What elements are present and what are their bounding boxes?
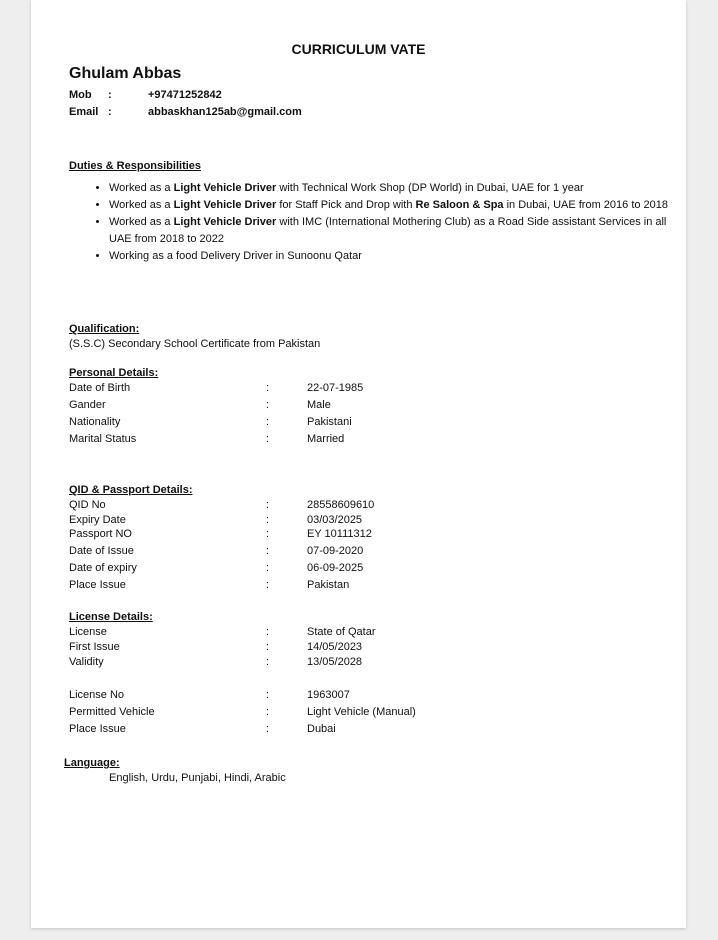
duty-item: • Worked as a Light Vehicle Driver with IMC (International Mothering Club) as a Road Side assistant Services in all UAE from 2018 to 2022: [109, 214, 689, 248]
detail-value: 1963007: [307, 689, 350, 701]
detail-label: Date of Issue: [69, 545, 134, 557]
detail-value: State of Qatar: [307, 626, 376, 638]
detail-label: License: [69, 626, 107, 638]
license-heading: License Details:: [69, 611, 153, 623]
detail-label: Gander: [69, 399, 106, 411]
duties-heading: Duties & Responsibilities: [69, 160, 202, 172]
detail-separator: :: [266, 562, 270, 574]
detail-separator: :: [266, 723, 270, 735]
detail-separator: :: [266, 641, 270, 653]
candidate-name: Ghulam Abbas: [69, 65, 182, 82]
detail-label: Marital Status: [69, 433, 137, 445]
duties-list: [68, 180, 689, 265]
detail-separator: :: [266, 579, 270, 591]
detail-label: Nationality: [69, 416, 121, 428]
detail-label: Expiry Date: [69, 514, 126, 526]
qualification-text: (S.S.C) Secondary School Certificate from Pakistan: [69, 338, 321, 350]
detail-value: Dubai: [307, 723, 336, 735]
email-label: Email: [69, 106, 99, 118]
language-heading: Language:: [64, 757, 120, 769]
detail-separator: :: [266, 689, 270, 701]
duty-item: • Worked as a Light Vehicle Driver for Staff Pick and Drop with Re Saloon & Spa in Dubai, UAE from 2016 to 2018: [109, 197, 689, 214]
detail-value: Light Vehicle (Manual): [307, 706, 416, 718]
detail-separator: :: [266, 499, 270, 511]
mob-value: +97471252842: [148, 89, 222, 101]
detail-separator: :: [266, 626, 270, 638]
detail-separator: :: [266, 514, 270, 526]
detail-separator: :: [266, 382, 270, 394]
detail-value: 13/05/2028: [307, 656, 363, 668]
detail-label: Date of expiry: [69, 562, 137, 574]
detail-value: 22-07-1985: [307, 382, 364, 394]
qualification-heading: Qualification:: [69, 323, 140, 335]
personal-heading: Personal Details:: [69, 367, 159, 379]
detail-label: Place Issue: [69, 579, 126, 591]
detail-label: QID No: [69, 499, 106, 511]
mob-label: Mob: [69, 89, 92, 101]
duty-item: • Worked as a Light Vehicle Driver with Technical Work Shop (DP World) in Dubai, UAE for 1 year: [109, 180, 689, 197]
detail-value: EY 10111312: [307, 528, 372, 540]
cv-page: [31, 0, 686, 928]
email-separator: :: [108, 106, 112, 118]
detail-label: License No: [69, 689, 125, 701]
detail-value: 14/05/2023: [307, 641, 363, 653]
qid-heading: QID & Passport Details:: [69, 484, 193, 496]
detail-separator: :: [266, 545, 270, 557]
detail-value: Pakistan: [307, 579, 350, 591]
language-text: English, Urdu, Punjabi, Hindi, Arabic: [109, 772, 286, 784]
detail-value: 03/03/2025: [307, 514, 363, 526]
detail-value: Married: [307, 433, 345, 445]
detail-label: Passport NO: [69, 528, 132, 540]
detail-value: 06-09-2025: [307, 562, 364, 574]
mob-separator: :: [108, 89, 112, 101]
detail-label: Date of Birth: [69, 382, 131, 394]
detail-separator: :: [266, 656, 270, 668]
duty-item: • Working as a food Delivery Driver in Sunoonu Qatar: [109, 248, 689, 265]
detail-value: 07-09-2020: [307, 545, 364, 557]
detail-value: Male: [307, 399, 331, 411]
detail-label: Place Issue: [69, 723, 126, 735]
detail-label: First Issue: [69, 641, 120, 653]
detail-separator: :: [266, 416, 270, 428]
detail-label: Validity: [69, 656, 104, 668]
detail-separator: :: [266, 399, 270, 411]
email-value: abbaskhan125ab@gmail.com: [148, 106, 302, 118]
detail-separator: :: [266, 433, 270, 445]
detail-separator: :: [266, 528, 270, 540]
detail-separator: :: [266, 706, 270, 718]
detail-value: 28558609610: [307, 499, 375, 511]
document-title: CURRICULUM VATE: [291, 41, 426, 57]
detail-label: Permitted Vehicle: [69, 706, 155, 718]
detail-value: Pakistani: [307, 416, 352, 428]
